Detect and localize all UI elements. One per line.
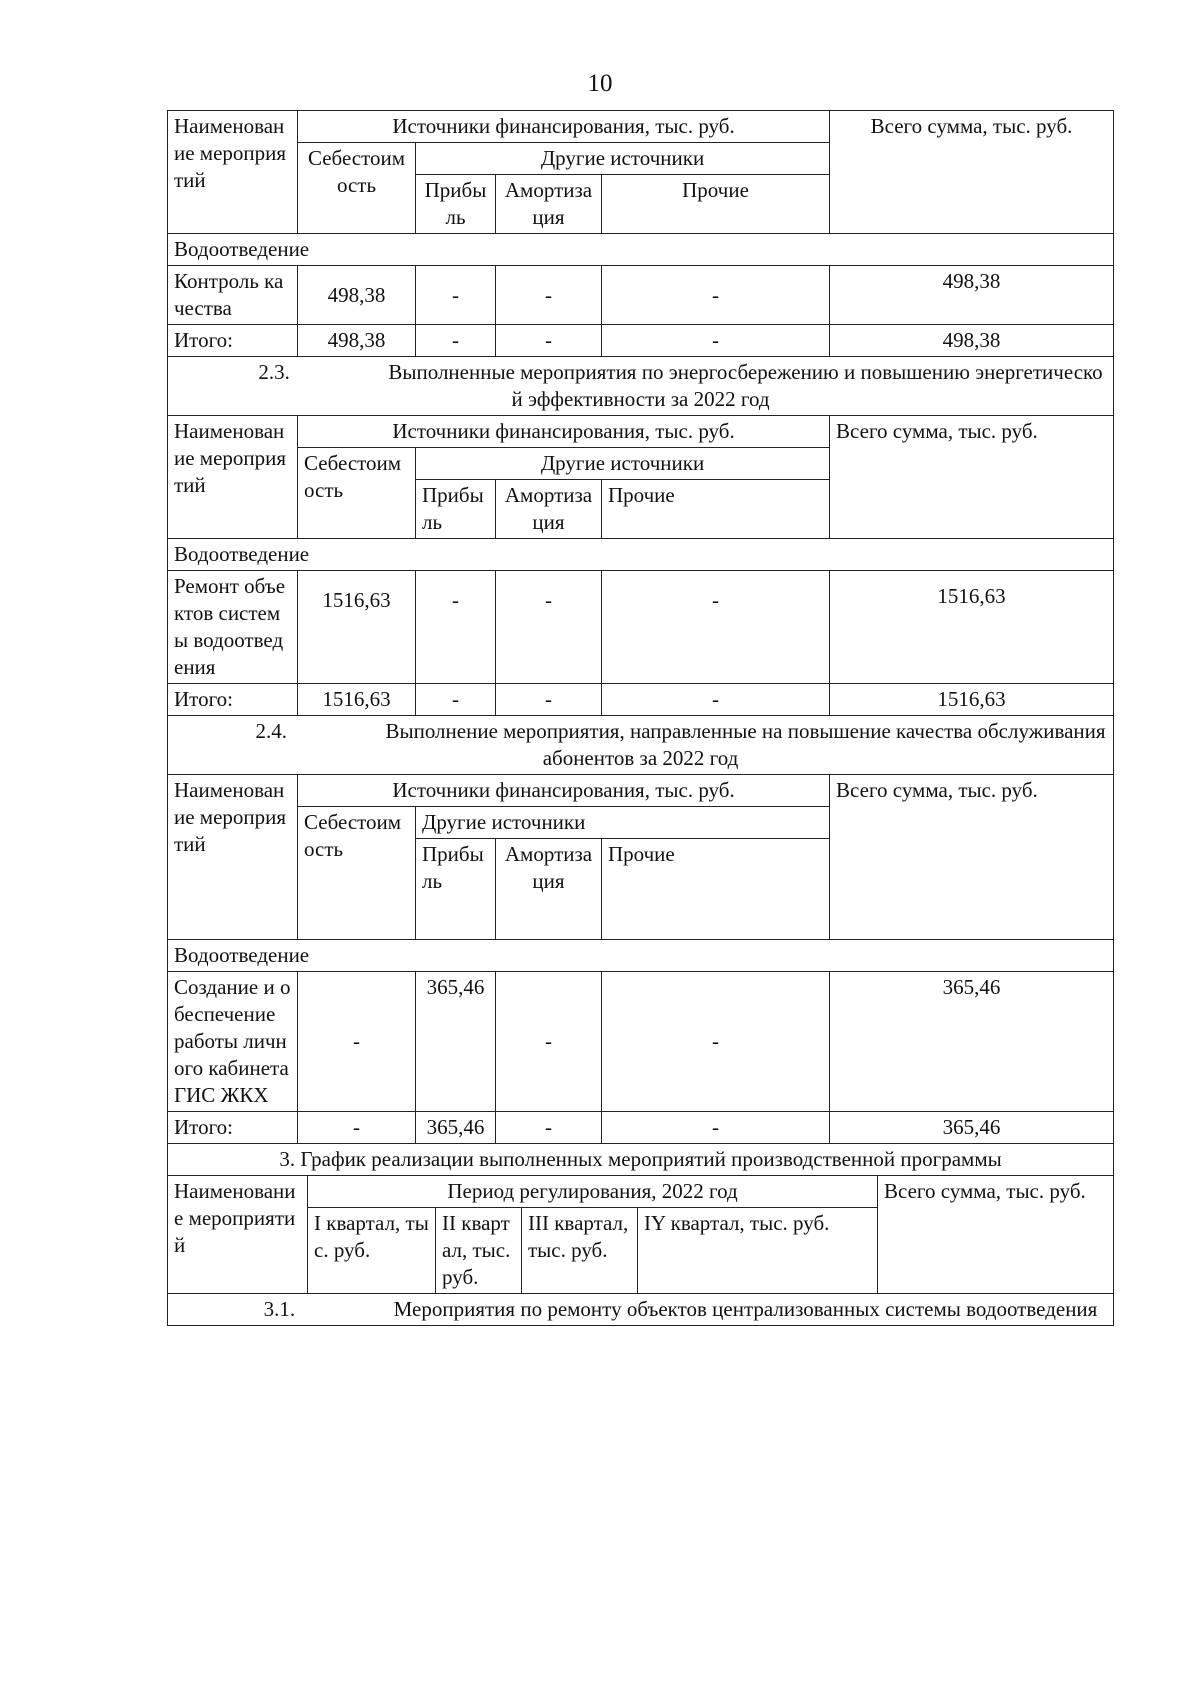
total-sum: 1516,63 — [830, 684, 1114, 716]
misc-header: Прочие — [602, 839, 830, 940]
profit-header: Прибыль — [416, 175, 496, 234]
name-header: Наименование мероприятий — [168, 111, 298, 234]
name-header: Наименование мероприятий — [168, 775, 298, 940]
section-title: Мероприятия по ремонту объектов централизованных системы водоотведения — [393, 1297, 1098, 1321]
sources-header: Источники финансирования, тыс. руб. — [298, 775, 830, 807]
row-misc: - — [602, 972, 830, 1112]
q4-header: IY квартал, тыс. руб. — [638, 1208, 878, 1294]
row-total: 365,46 — [830, 972, 1114, 1112]
profit-header: Прибыль — [416, 839, 496, 940]
total-header: Всего сумма, тыс. руб. — [830, 111, 1114, 234]
category-row: Водоотведение — [168, 940, 1114, 972]
other-sources-header: Другие источники — [416, 143, 830, 175]
total-header: Всего сумма, тыс. руб. — [878, 1176, 1114, 1294]
total-row — [168, 684, 1114, 716]
section-heading-3-1 — [168, 1294, 1114, 1326]
row-amortization: - — [496, 571, 602, 684]
section-heading-3 — [168, 1144, 1114, 1176]
misc-header: Прочие — [602, 480, 830, 539]
section-number: 2.3. — [258, 360, 290, 384]
total-sum: 498,38 — [830, 325, 1114, 357]
sources-header: Источники финансирования, тыс. руб. — [298, 416, 830, 448]
cost-header: Себестоимость — [298, 807, 416, 940]
profit-header: Прибыль — [416, 480, 496, 539]
sources-header: Источники финансирования, тыс. руб. — [298, 111, 830, 143]
section-title: Выполненные мероприятия по энергосбережению и повышению энергетической эффективности за 2022 год — [388, 360, 1103, 411]
table-row — [168, 972, 1114, 1112]
total-amortization: - — [496, 325, 602, 357]
total-cost: - — [298, 1112, 416, 1144]
total-amortization: - — [496, 1112, 602, 1144]
table-row — [168, 571, 1114, 684]
row-name: Контроль качества — [168, 266, 298, 325]
row-amortization: - — [496, 972, 602, 1112]
total-row — [168, 1112, 1114, 1144]
name-header: Наименование мероприятий — [168, 416, 298, 539]
total-header: Всего сумма, тыс. руб. — [830, 416, 1114, 539]
misc-header: Прочие — [602, 175, 830, 234]
financing-table-1 — [167, 110, 1114, 416]
total-profit: - — [416, 684, 496, 716]
row-total: 1516,63 — [830, 571, 1114, 684]
row-cost: 1516,63 — [298, 571, 416, 684]
q1-header: I квартал, тыс. руб. — [308, 1208, 436, 1294]
total-label: Итого: — [168, 325, 298, 357]
financing-table-2 — [167, 415, 1114, 775]
total-header: Всего сумма, тыс. руб. — [830, 775, 1114, 940]
financing-table-3 — [167, 774, 1114, 1176]
section-title: 3. График реализации выполненных мероприятий производственной программы — [168, 1144, 1114, 1176]
total-misc: - — [602, 325, 830, 357]
row-profit: - — [416, 266, 496, 325]
total-amortization: - — [496, 684, 602, 716]
total-cost: 498,38 — [298, 325, 416, 357]
cost-header: Себестоимость — [298, 448, 416, 539]
total-sum: 365,46 — [830, 1112, 1114, 1144]
row-cost: - — [298, 972, 416, 1112]
category-row: Водоотведение — [168, 539, 1114, 571]
cost-header: Себестоимость — [298, 143, 416, 234]
section-heading-2-3 — [168, 357, 1114, 416]
row-name: Создание и обеспечение работы личного кабинета ГИС ЖКХ — [168, 972, 298, 1112]
row-name: Ремонт объектов системы водоотведения — [168, 571, 298, 684]
row-misc: - — [602, 266, 830, 325]
period-header: Период регулирования, 2022 год — [308, 1176, 878, 1208]
total-profit: 365,46 — [416, 1112, 496, 1144]
category-row: Водоотведение — [168, 234, 1114, 266]
total-profit: - — [416, 325, 496, 357]
schedule-table — [167, 1175, 1114, 1326]
section-title: Выполнение мероприятия, направленные на повышение качества обслуживания абонентов за 2022 год — [385, 719, 1106, 770]
name-header: Наименование мероприятий — [168, 1176, 308, 1294]
q3-header: III квартал, тыс. руб. — [522, 1208, 638, 1294]
other-sources-header: Другие источники — [416, 807, 830, 839]
q2-header: II квартал, тыс. руб. — [436, 1208, 522, 1294]
total-label: Итого: — [168, 1112, 298, 1144]
amortization-header: Амортизация — [496, 175, 602, 234]
total-row — [168, 325, 1114, 357]
section-number: 3.1. — [263, 1297, 296, 1321]
row-profit: - — [416, 571, 496, 684]
amortization-header: Амортизация — [496, 480, 602, 539]
row-amortization: - — [496, 266, 602, 325]
row-profit: 365,46 — [416, 972, 496, 1112]
amortization-header: Амортизация — [496, 839, 602, 940]
row-cost: 498,38 — [298, 266, 416, 325]
document-body — [167, 110, 1113, 1326]
table-row — [168, 266, 1114, 325]
page-number: 10 — [587, 70, 613, 97]
total-misc: - — [602, 684, 830, 716]
section-heading-2-4 — [168, 716, 1114, 775]
row-total: 498,38 — [830, 266, 1114, 325]
row-misc: - — [602, 571, 830, 684]
section-number: 2.4. — [255, 719, 287, 743]
total-label: Итого: — [168, 684, 298, 716]
other-sources-header: Другие источники — [416, 448, 830, 480]
total-cost: 1516,63 — [298, 684, 416, 716]
total-misc: - — [602, 1112, 830, 1144]
